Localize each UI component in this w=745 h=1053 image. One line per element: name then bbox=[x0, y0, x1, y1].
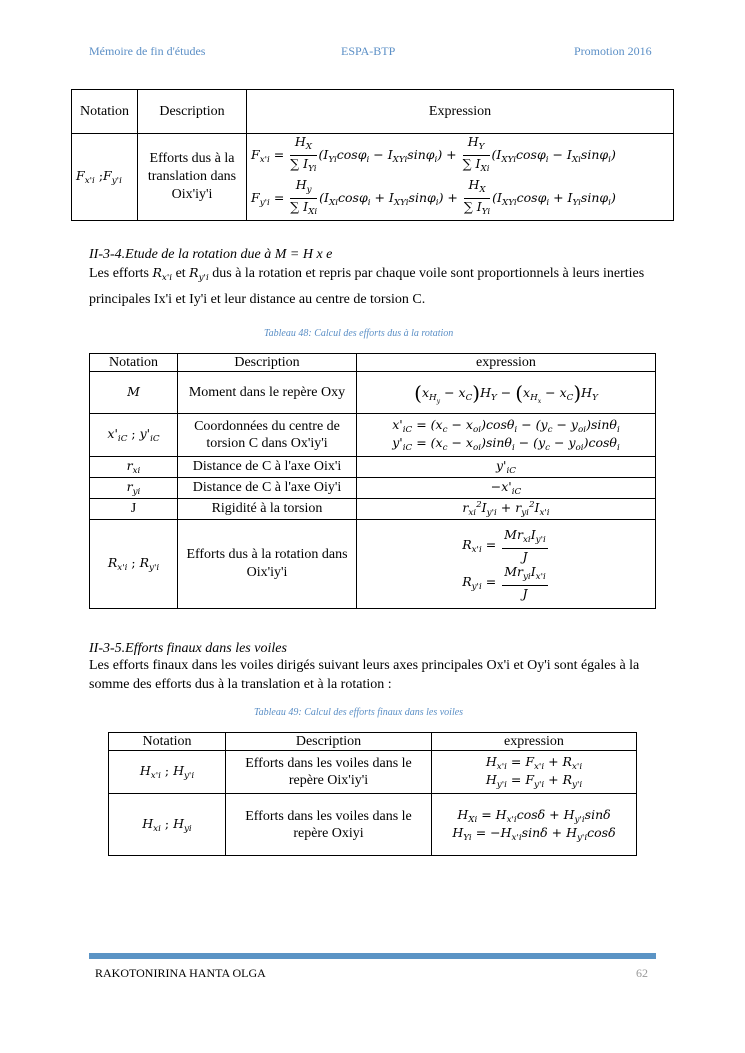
expression-cell: $x'_{iC} = (x_c - x_{oi})\cos\theta_i - (y_c - y_{oi})\sin\theta_i$ $y'_{iC} = (x_c - x_{oi})\sin\theta_i - (y_c - y_{oi})\cos\theta_i$ bbox=[357, 414, 656, 457]
table-row: $r_{xi}$ bbox=[90, 457, 178, 478]
table-row: $H_{xi}$ ; $H_{yi}$ bbox=[109, 794, 226, 856]
header-right: Promotion 2016 bbox=[574, 44, 652, 58]
rotation-table bbox=[89, 353, 656, 609]
description-cell: Coordonnées du centre de torsion C dans Ox'iy'i bbox=[178, 414, 357, 457]
description-cell: Efforts dans les voiles dans le repère Oix'iy'i bbox=[226, 751, 432, 794]
expression-cell: $(x_{H_y} - x_C)H_Y - (x_{H_x} - x_C)H_Y$ bbox=[357, 372, 656, 414]
description-cell: Distance de C à l'axe Oix'i bbox=[178, 457, 357, 478]
col-header-expression: Expression bbox=[247, 90, 674, 134]
paragraph-rotation: Les efforts $R_{x'i}$ et $R_{y'i}$ dus à la rotation et repris par chaque voile sont proportionnels à leurs inerties principales Ix'i et Iy'i et leur distance au centre de torsion C. bbox=[89, 265, 645, 307]
footer-author: RAKOTONIRINA HANTA OLGA bbox=[95, 966, 266, 980]
expression-cell: $-x'_{iC}$ bbox=[357, 478, 656, 499]
description-cell: Distance de C à l'axe Oiy'i bbox=[178, 478, 357, 499]
table-row: J bbox=[90, 499, 178, 520]
caption-table-49: Tableau 49: Calcul des efforts finaux dans les voiles bbox=[254, 707, 464, 718]
description-cell: Efforts dans les voiles dans le repère Oxiyi bbox=[226, 794, 432, 856]
translation-table bbox=[71, 89, 674, 221]
expression-cell: $H_{Xi} = H_{x'i}\cos\delta + H_{y'i}\sin\delta$ $H_{Yi} = -H_{x'i}\sin\delta + H_{y'i}\cos\delta$ bbox=[432, 794, 637, 856]
col-header-expression: expression bbox=[357, 354, 656, 372]
col-header-description: Description bbox=[138, 90, 247, 134]
page-number: 62 bbox=[636, 966, 648, 980]
col-header-notation: Notation bbox=[90, 354, 178, 372]
expression-cell: $R_{x'i}$ = $\frac{Mr_{xi}I_{y'i}}{J}$ $R_{y'i}$ = $\frac{Mr_{yi}I_{x'i}}{J}$ bbox=[357, 520, 656, 609]
formula-fx: $F_{x'i}$ = $\frac{H_X}{\sum I_{Yi}}$ $(I_{Yi}\cos\varphi_i - I_{XYi}\sin\varphi_i)$ + $\frac{H_Y}{\sum I_{Xi}}$ $(I_{XYi}\cos\varphi_i - I_{Xi}\sin\varphi_i)$ bbox=[251, 134, 616, 174]
caption-table-48: Tableau 48: Calcul des efforts dus à la rotation bbox=[264, 328, 454, 339]
notation-cell: $F_{x'i}$ $;F_{y'i}$ bbox=[72, 134, 138, 221]
table-row: M bbox=[90, 372, 178, 414]
description-cell: Moment dans le repère Oxy bbox=[178, 372, 357, 414]
description-cell: Efforts dus à la translation dans Oix'iy'i bbox=[138, 134, 247, 221]
expression-cell: $H_{x'i} = F_{x'i} + R_{x'i}$ $H_{y'i} = F_{y'i} + R_{y'i}$ bbox=[432, 751, 637, 794]
expression-cell bbox=[247, 134, 674, 221]
description-cell: Rigidité à la torsion bbox=[178, 499, 357, 520]
footer-bar bbox=[89, 953, 656, 959]
header-center: ESPA-BTP bbox=[341, 44, 396, 58]
final-efforts-table bbox=[108, 732, 637, 856]
table-row: $H_{x'i}$ ; $H_{y'i}$ bbox=[109, 751, 226, 794]
paragraph-final: Les efforts finaux dans les voiles dirigés suivant leurs axes principales Ox'i et Oy'i sont égales à la somme des efforts dus à la translation et à la rotation : bbox=[89, 658, 640, 692]
col-header-notation: Notation bbox=[109, 733, 226, 751]
col-header-notation: Notation bbox=[72, 90, 138, 134]
expression-cell: $y'_{iC}$ bbox=[357, 457, 656, 478]
formula-fy: $F_{y'i}$ = $\frac{H_y}{\sum I_{Xi}}$ $(I_{Xi}\cos\varphi_i + I_{XYi}\sin\varphi_i)$ + $\frac{H_X}{\sum I_{Yi}}$ $(I_{XYi}\cos\varphi_i + I_{Yi}\sin\varphi_i)$ bbox=[251, 177, 616, 217]
col-header-description: Description bbox=[226, 733, 432, 751]
table-row: $x'_{iC}$ ; $y'_{iC}$ bbox=[90, 414, 178, 457]
description-cell: Efforts dus à la rotation dans Oix'iy'i bbox=[178, 520, 357, 609]
col-header-description: Description bbox=[178, 354, 357, 372]
table-row: $R_{x'i}$ ; $R_{y'i}$ bbox=[90, 520, 178, 609]
col-header-expression: expression bbox=[432, 733, 637, 751]
section-title-rotation: II-3-4.Etude de la rotation due à M = H x e bbox=[89, 247, 333, 262]
section-title-final: II-3-5.Efforts finaux dans les voiles bbox=[89, 641, 287, 656]
expression-cell: $r_{xi}^2I_{y'i} + r_{yi}^2I_{x'i}$ bbox=[357, 499, 656, 520]
header-left: Mémoire de fin d'études bbox=[89, 44, 206, 58]
table-row: $r_{yi}$ bbox=[90, 478, 178, 499]
